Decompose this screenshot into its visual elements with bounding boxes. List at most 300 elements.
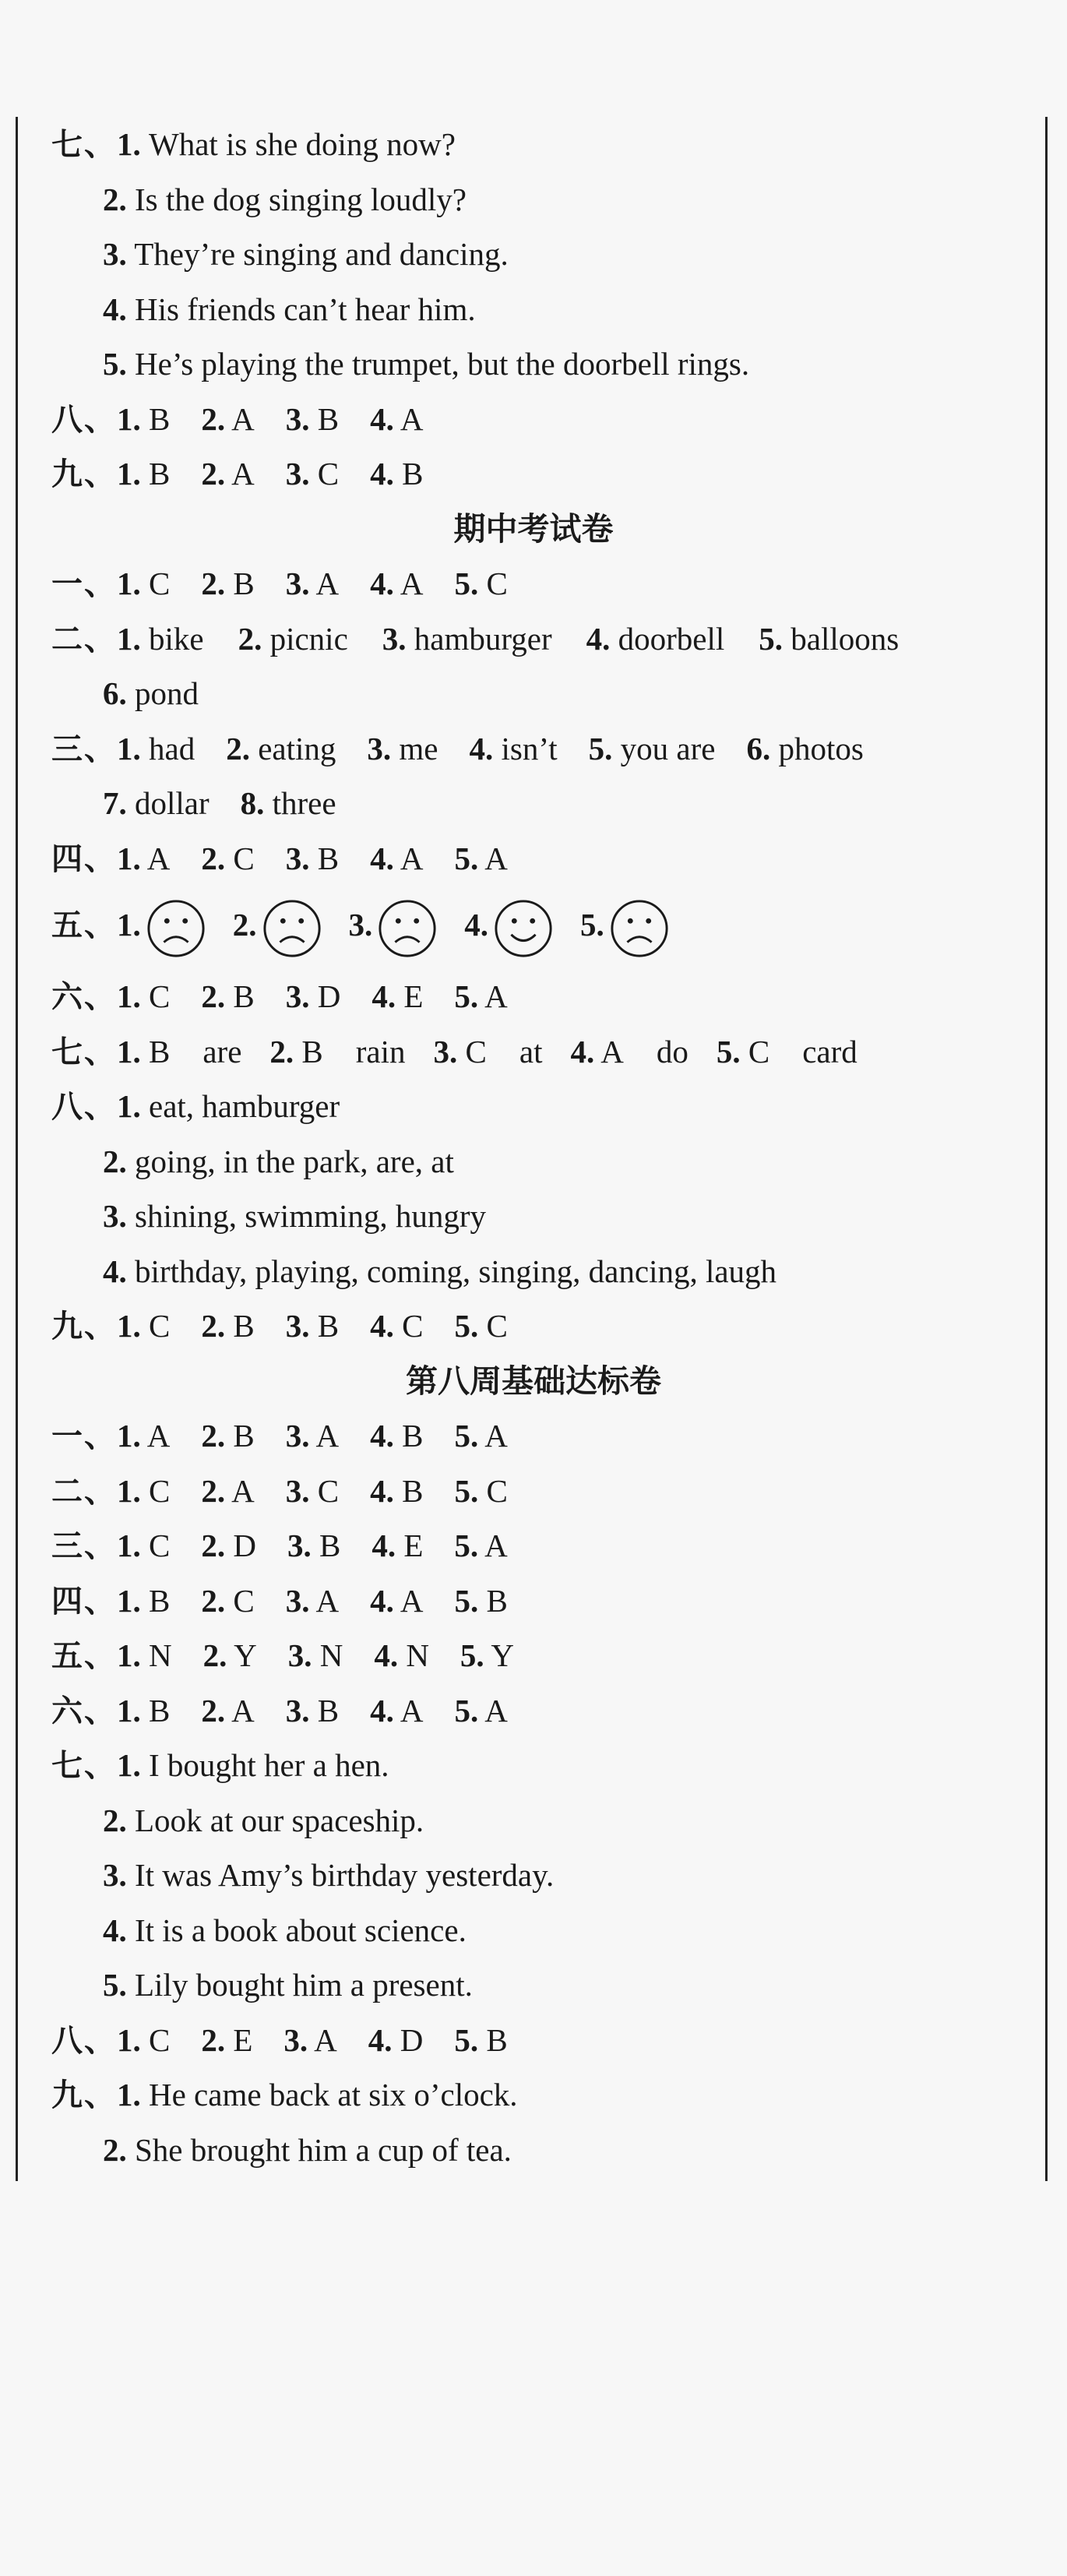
item-number: 3. bbox=[348, 907, 373, 943]
item-answer: He came back at six o’clock. bbox=[149, 2077, 518, 2113]
item-answer: A bbox=[231, 1692, 255, 1728]
item-number: 1. bbox=[117, 1692, 141, 1728]
item-answer: C bbox=[486, 566, 508, 601]
item-number: 5. bbox=[454, 978, 479, 1014]
item-answer: picnic bbox=[269, 620, 348, 657]
item-answer: A bbox=[315, 1418, 340, 1454]
item-number: 5. bbox=[588, 730, 613, 766]
item-answer: C bbox=[317, 1472, 340, 1509]
item-number: 5. bbox=[103, 1967, 127, 2003]
answer-item bbox=[454, 973, 507, 1020]
item-number: 1. bbox=[117, 456, 141, 492]
item-number: 2. bbox=[201, 840, 226, 876]
answer-row bbox=[103, 1961, 473, 2008]
answer-item bbox=[454, 1412, 507, 1459]
answer-item bbox=[117, 1412, 170, 1459]
item-answer: B bbox=[402, 456, 424, 492]
section-marker: 三、 bbox=[51, 731, 117, 767]
answer-item bbox=[464, 890, 554, 960]
section-marker: 七、 bbox=[51, 1034, 117, 1070]
answer-row bbox=[51, 560, 508, 607]
answer-item bbox=[454, 1468, 507, 1514]
item-answer: C bbox=[465, 1033, 487, 1070]
answer-item bbox=[103, 670, 199, 717]
item-answer: A bbox=[315, 566, 340, 601]
item-answer: I bought her a hen. bbox=[149, 1747, 389, 1783]
answer-item bbox=[201, 450, 254, 497]
section-marker: 四、 bbox=[51, 840, 117, 877]
answer-item bbox=[454, 1577, 507, 1624]
answer-item bbox=[226, 725, 336, 772]
answer-row bbox=[103, 231, 509, 277]
item-number: 3. bbox=[433, 1033, 458, 1070]
answer-item bbox=[372, 1522, 423, 1569]
item-answer: He’s playing the trumpet, but the doorbell rings. bbox=[135, 346, 750, 382]
answer-row bbox=[51, 835, 508, 882]
answer-item bbox=[286, 1577, 339, 1624]
item-answer: isn’t bbox=[501, 730, 558, 766]
item-number: 1. bbox=[117, 566, 141, 601]
item-number: 3. bbox=[103, 1857, 127, 1893]
item-number: 4. bbox=[370, 1418, 394, 1454]
item-number: 2. bbox=[201, 566, 226, 601]
section-marker: 八、 bbox=[51, 401, 117, 438]
answer-item bbox=[286, 1302, 339, 1349]
item-answer: D bbox=[317, 978, 341, 1014]
item-number: 4. bbox=[570, 1033, 595, 1070]
answer-item bbox=[201, 1412, 254, 1459]
section-marker: 一、 bbox=[51, 1418, 117, 1454]
item-number: 4. bbox=[370, 566, 394, 601]
answer-item bbox=[286, 1687, 339, 1734]
answer-item bbox=[233, 890, 322, 960]
item-number: 4. bbox=[370, 1472, 394, 1509]
item-answer: A bbox=[231, 1472, 255, 1509]
item-number: 2. bbox=[226, 730, 250, 766]
answer-item bbox=[370, 1687, 423, 1734]
item-answer: A bbox=[315, 1582, 340, 1619]
item-number: 4. bbox=[374, 1637, 399, 1673]
answer-item bbox=[286, 560, 339, 607]
answer-item bbox=[117, 1468, 170, 1514]
happy-face-icon bbox=[493, 898, 554, 959]
item-answer: A bbox=[400, 840, 424, 876]
item-answer: B bbox=[317, 400, 340, 437]
answer-item bbox=[201, 973, 254, 1020]
item-number: 5. bbox=[716, 1033, 741, 1070]
item-number: 3. bbox=[285, 1308, 310, 1344]
answer-item bbox=[370, 450, 423, 497]
section-title-midterm: 期中考试卷 bbox=[453, 509, 614, 548]
item-answer: going, in the park, are, at bbox=[135, 1143, 454, 1179]
answer-row bbox=[51, 1412, 508, 1459]
item-number: 1. bbox=[117, 400, 141, 437]
answer-item bbox=[454, 1687, 507, 1734]
item-number: 4. bbox=[370, 840, 394, 876]
item-number: 5. bbox=[454, 1308, 479, 1344]
item-word: card bbox=[802, 1033, 857, 1070]
item-number: 1. bbox=[117, 1472, 141, 1509]
item-answer: me bbox=[399, 730, 438, 766]
item-number: 5. bbox=[454, 1582, 479, 1619]
item-answer: B bbox=[319, 1528, 341, 1563]
answer-row bbox=[103, 1193, 486, 1239]
item-answer: shining, swimming, hungry bbox=[135, 1198, 487, 1234]
item-answer: They’re singing and dancing. bbox=[134, 236, 509, 272]
item-answer: B bbox=[402, 1418, 424, 1454]
item-answer: A bbox=[600, 1033, 624, 1070]
item-answer: B bbox=[149, 1692, 171, 1728]
item-number: 1. bbox=[117, 1308, 141, 1344]
item-answer: doorbell bbox=[618, 620, 725, 657]
answer-item bbox=[117, 835, 170, 882]
item-number: 5. bbox=[580, 907, 604, 943]
item-answer: What is she doing now? bbox=[149, 126, 456, 162]
item-number: 5. bbox=[454, 1472, 479, 1509]
item-number: 1. bbox=[117, 840, 141, 876]
item-number: 4. bbox=[464, 907, 488, 943]
answer-item bbox=[469, 725, 557, 772]
answer-row bbox=[51, 1742, 389, 1788]
item-number: 2. bbox=[201, 1528, 226, 1563]
sad-face-icon bbox=[146, 898, 206, 959]
item-answer: B bbox=[149, 1582, 171, 1619]
item-number: 2. bbox=[201, 1692, 226, 1728]
item-word: rain bbox=[355, 1033, 406, 1070]
item-number: 2. bbox=[201, 400, 226, 437]
answer-item bbox=[117, 450, 170, 497]
item-number: 5. bbox=[454, 1418, 479, 1454]
item-answer: B bbox=[149, 1033, 171, 1070]
item-answer: hamburger bbox=[414, 620, 552, 657]
item-number: 1. bbox=[117, 730, 141, 766]
item-answer: N bbox=[149, 1637, 172, 1673]
answer-item bbox=[286, 1412, 339, 1459]
answer-item bbox=[746, 725, 863, 772]
answer-item bbox=[454, 1522, 507, 1569]
section-marker: 一、 bbox=[51, 566, 117, 602]
answer-item bbox=[201, 1302, 254, 1349]
item-number: 1. bbox=[117, 2077, 141, 2113]
item-answer: B bbox=[149, 456, 171, 492]
answer-item bbox=[117, 1522, 170, 1569]
answer-row bbox=[103, 1852, 554, 1898]
item-number: 4. bbox=[469, 730, 494, 766]
section-title-week8: 第八周基础达标卷 bbox=[406, 1362, 661, 1400]
answer-item bbox=[382, 615, 552, 662]
answer-row bbox=[51, 396, 423, 442]
answer-item bbox=[460, 1632, 514, 1679]
item-number: 4. bbox=[372, 1528, 396, 1563]
item-number: 5. bbox=[460, 1637, 484, 1673]
answer-item bbox=[241, 780, 336, 826]
item-number: 5. bbox=[759, 620, 784, 657]
item-word: are bbox=[202, 1033, 242, 1070]
item-number: 2. bbox=[201, 1582, 226, 1619]
item-number: 3. bbox=[287, 1637, 312, 1673]
answer-item bbox=[759, 615, 899, 662]
answer-row bbox=[51, 725, 864, 772]
item-word: do bbox=[656, 1033, 688, 1070]
answer-item bbox=[454, 835, 507, 882]
answer-row bbox=[103, 780, 336, 826]
item-number: 4. bbox=[586, 620, 611, 657]
item-number: 1. bbox=[117, 1747, 141, 1783]
item-number: 1. bbox=[117, 1418, 141, 1454]
answer-item bbox=[370, 1468, 423, 1514]
item-answer: She brought him a cup of tea. bbox=[135, 2131, 512, 2168]
item-number: 2. bbox=[103, 1802, 127, 1838]
answer-row bbox=[51, 450, 423, 497]
item-answer: dollar bbox=[135, 785, 210, 821]
answer-item bbox=[117, 890, 206, 960]
item-number: 4. bbox=[370, 1308, 394, 1344]
section-marker: 五、 bbox=[51, 907, 117, 943]
section-marker: 七、 bbox=[51, 1748, 117, 1784]
item-word: at bbox=[519, 1033, 543, 1070]
right-rule bbox=[1045, 117, 1048, 2181]
section-marker: 八、 bbox=[51, 2022, 117, 2059]
item-answer: E bbox=[233, 2021, 253, 2058]
item-answer: A bbox=[400, 1582, 424, 1619]
item-answer: Lily bought him a present. bbox=[135, 1967, 473, 2003]
item-number: 3. bbox=[285, 840, 310, 876]
item-answer: B bbox=[233, 1308, 255, 1344]
answer-item bbox=[570, 1028, 688, 1075]
answer-row bbox=[103, 2127, 512, 2173]
answer-item bbox=[201, 1687, 254, 1734]
item-number: 2. bbox=[202, 1637, 227, 1673]
item-answer: bike bbox=[149, 620, 204, 657]
answer-item bbox=[349, 890, 438, 960]
item-answer: D bbox=[400, 2021, 424, 2058]
item-number: 2. bbox=[201, 2021, 226, 2058]
item-number: 5. bbox=[103, 346, 127, 382]
item-answer: C bbox=[317, 456, 340, 492]
item-number: 1. bbox=[117, 1582, 141, 1619]
answer-item bbox=[589, 725, 716, 772]
answer-row bbox=[103, 340, 749, 387]
answer-item bbox=[269, 1028, 405, 1075]
item-answer: His friends can’t hear him. bbox=[135, 291, 476, 327]
item-number: 4. bbox=[103, 291, 127, 327]
item-number: 2. bbox=[103, 181, 127, 217]
item-number: 5. bbox=[454, 1528, 479, 1563]
item-answer: C bbox=[748, 1033, 770, 1070]
answer-item bbox=[117, 1302, 170, 1349]
item-number: 2. bbox=[238, 620, 262, 657]
item-number: 2. bbox=[103, 1143, 127, 1179]
item-answer: E bbox=[403, 978, 424, 1014]
item-answer: A bbox=[146, 1418, 171, 1454]
item-answer: had bbox=[149, 730, 195, 766]
item-answer: B bbox=[317, 1308, 340, 1344]
item-answer: three bbox=[272, 785, 336, 821]
item-answer: C bbox=[486, 1472, 508, 1509]
section-marker: 五、 bbox=[51, 1638, 117, 1674]
item-number: 3. bbox=[103, 236, 127, 272]
answer-item bbox=[288, 1632, 343, 1679]
item-answer: Y bbox=[491, 1637, 515, 1673]
answer-item bbox=[372, 973, 423, 1020]
answer-row bbox=[51, 890, 696, 960]
answer-item bbox=[238, 615, 348, 662]
item-answer: A bbox=[231, 400, 255, 437]
sad-face-icon bbox=[262, 898, 322, 959]
left-rule bbox=[16, 117, 18, 2181]
item-answer: A bbox=[400, 566, 424, 601]
item-answer: eat, hamburger bbox=[149, 1088, 340, 1124]
item-number: 2. bbox=[232, 907, 257, 943]
answer-row bbox=[51, 1028, 857, 1075]
item-number: 4. bbox=[370, 1582, 394, 1619]
item-answer: C bbox=[402, 1308, 424, 1344]
item-number: 4. bbox=[368, 2021, 393, 2058]
item-number: 1. bbox=[117, 620, 141, 657]
answer-item bbox=[103, 780, 210, 826]
answer-item bbox=[117, 1687, 170, 1734]
answer-row bbox=[51, 1632, 514, 1679]
answer-item bbox=[454, 560, 507, 607]
item-answer: you are bbox=[620, 730, 716, 766]
section-marker: 九、 bbox=[51, 456, 117, 492]
item-answer: B bbox=[317, 1692, 340, 1728]
item-number: 1. bbox=[117, 907, 141, 943]
item-number: 1. bbox=[117, 1528, 141, 1563]
answer-item bbox=[286, 973, 341, 1020]
answer-row bbox=[51, 1687, 508, 1734]
answer-row bbox=[51, 1302, 508, 1349]
section-marker: 六、 bbox=[51, 1693, 117, 1729]
answer-item bbox=[201, 835, 254, 882]
answer-item bbox=[201, 1468, 254, 1514]
answer-row bbox=[103, 1797, 424, 1844]
item-answer: A bbox=[484, 1418, 508, 1454]
answer-row bbox=[51, 615, 899, 662]
item-number: 4. bbox=[103, 1253, 127, 1289]
answer-item bbox=[201, 1577, 254, 1624]
answer-item bbox=[286, 1468, 339, 1514]
answer-item bbox=[370, 1412, 423, 1459]
answer-item bbox=[370, 835, 423, 882]
answer-item bbox=[117, 615, 204, 662]
answer-row bbox=[51, 1577, 508, 1624]
item-number: 3. bbox=[285, 1582, 310, 1619]
item-number: 2. bbox=[103, 2131, 127, 2168]
answer-item bbox=[286, 450, 339, 497]
item-number: 1. bbox=[117, 1088, 141, 1124]
answer-item bbox=[286, 396, 339, 442]
item-number: 5. bbox=[454, 2021, 479, 2058]
answer-item bbox=[586, 615, 725, 662]
item-number: 2. bbox=[201, 978, 226, 1014]
item-number: 4. bbox=[372, 978, 396, 1014]
item-number: 2. bbox=[269, 1033, 294, 1070]
answer-item bbox=[201, 2017, 252, 2063]
item-answer: eating bbox=[258, 730, 336, 766]
section-marker: 二、 bbox=[51, 621, 117, 657]
item-number: 5. bbox=[454, 566, 479, 601]
item-number: 3. bbox=[283, 2021, 308, 2058]
item-answer: birthday, playing, coming, singing, dancing, laugh bbox=[135, 1253, 777, 1289]
item-answer: C bbox=[149, 978, 171, 1014]
answer-item bbox=[370, 396, 423, 442]
answer-item bbox=[370, 1577, 423, 1624]
section-marker: 三、 bbox=[51, 1528, 117, 1564]
answer-row bbox=[51, 2017, 508, 2063]
answer-row bbox=[103, 1138, 454, 1185]
answer-item bbox=[287, 1522, 340, 1569]
item-number: 3. bbox=[285, 400, 310, 437]
answer-item bbox=[374, 1632, 429, 1679]
answer-row bbox=[51, 1468, 508, 1514]
item-number: 2. bbox=[201, 1418, 226, 1454]
item-answer: It was Amy’s birthday yesterday. bbox=[135, 1857, 555, 1893]
item-answer: A bbox=[400, 1692, 424, 1728]
answer-item bbox=[286, 835, 339, 882]
answer-item bbox=[717, 1028, 857, 1075]
item-number: 4. bbox=[370, 400, 394, 437]
item-answer: It is a book about science. bbox=[135, 1912, 467, 1948]
item-number: 3. bbox=[285, 978, 310, 1014]
answer-row bbox=[51, 1522, 508, 1569]
item-answer: C bbox=[233, 1582, 255, 1619]
item-number: 6. bbox=[746, 730, 771, 766]
item-answer: A bbox=[484, 978, 508, 1014]
answer-row bbox=[103, 286, 476, 333]
item-answer: A bbox=[231, 456, 255, 492]
answer-item bbox=[201, 1522, 256, 1569]
sad-face-icon bbox=[377, 898, 438, 959]
answer-row bbox=[51, 121, 456, 167]
item-answer: Y bbox=[234, 1637, 257, 1673]
section-marker: 九、 bbox=[51, 1309, 117, 1344]
answer-row bbox=[51, 1083, 340, 1129]
answer-item bbox=[117, 1577, 170, 1624]
item-answer: B bbox=[317, 840, 340, 876]
answer-item bbox=[201, 396, 254, 442]
answer-item bbox=[434, 1028, 543, 1075]
item-answer: B bbox=[149, 400, 171, 437]
item-number: 2. bbox=[201, 1472, 226, 1509]
sad-face-icon bbox=[609, 898, 670, 959]
answer-item bbox=[203, 1632, 257, 1679]
item-number: 1. bbox=[117, 126, 141, 162]
answer-row bbox=[103, 1248, 776, 1295]
answer-item bbox=[117, 1632, 172, 1679]
item-number: 5. bbox=[454, 1692, 479, 1728]
answer-item bbox=[117, 1028, 241, 1075]
item-answer: A bbox=[484, 1528, 508, 1563]
item-answer: C bbox=[149, 2021, 171, 2058]
item-answer: N bbox=[319, 1637, 343, 1673]
item-answer: Look at our spaceship. bbox=[135, 1802, 424, 1838]
section-marker: 七、 bbox=[51, 127, 117, 163]
item-number: 3. bbox=[285, 566, 310, 601]
answer-row bbox=[51, 973, 508, 1020]
answer-item bbox=[370, 1302, 423, 1349]
item-answer: B bbox=[233, 566, 255, 601]
answer-item bbox=[117, 2017, 170, 2063]
item-answer: balloons bbox=[791, 620, 900, 657]
section-marker: 六、 bbox=[51, 979, 117, 1015]
item-answer: D bbox=[233, 1528, 256, 1563]
answer-item bbox=[367, 725, 438, 772]
item-answer: photos bbox=[778, 730, 864, 766]
item-number: 1. bbox=[117, 2021, 141, 2058]
section-marker: 八、 bbox=[51, 1089, 117, 1125]
item-answer: B bbox=[301, 1033, 323, 1070]
